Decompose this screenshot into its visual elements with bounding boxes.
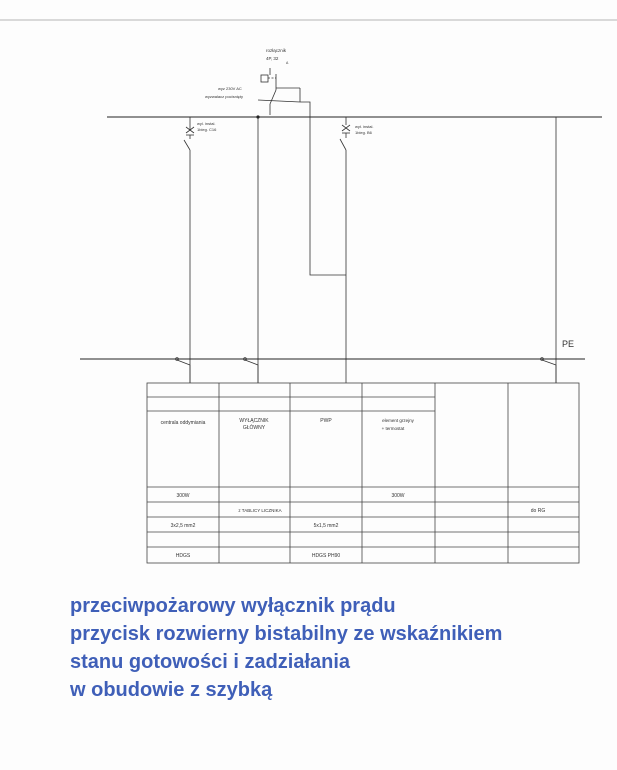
- breaker-left: [184, 117, 194, 383]
- col1-power: 300W: [176, 493, 190, 499]
- col4-power: 300W: [391, 493, 405, 499]
- breaker-right-label-2: 1bieg. B6: [355, 130, 372, 135]
- col2-name-1: WYŁĄCZNIK: [239, 418, 269, 424]
- caption-line-3: stanu gotowości i zadziałania: [70, 651, 351, 673]
- col3-cable: 5x1,5 mm2: [313, 523, 339, 529]
- breaker-left-label-1: wyl. instal.: [197, 121, 216, 126]
- trip-label-2: wyzwalacz pocisnięty: [205, 94, 244, 99]
- trip-label-1: wyz 230V AC: [218, 86, 242, 91]
- caption-line-4: w obudowie z szybką: [70, 679, 273, 701]
- switch-label-2: 4P, 32: [266, 56, 279, 61]
- control-wire: [300, 102, 346, 275]
- col6-dest: do RG: [530, 508, 546, 514]
- caption-line-2: przycisk rozwierny bistabilny ze wskaźnikiem: [70, 623, 503, 645]
- breaker-left-label-2: 1bieg. C16: [197, 127, 217, 132]
- col3-name: PWP: [320, 418, 332, 424]
- caption-line-1: przeciwpożarowy wyłącznik prądu: [70, 595, 396, 617]
- breaker-right: [340, 117, 350, 383]
- col2-name-2: GŁÓWNY: [242, 425, 266, 431]
- col1-name: centrala oddymiania: [160, 420, 206, 426]
- pe-contacts: [176, 358, 556, 383]
- breaker-right-label-1: wył. instal.: [355, 124, 374, 129]
- switch-label-1: rozłącznik: [266, 48, 287, 53]
- col1-cable: 3x2,5 mm2: [170, 523, 196, 529]
- circuit-table: [147, 383, 579, 563]
- main-disconnector: [258, 68, 300, 115]
- col4-name-2: + termostat: [381, 426, 405, 431]
- pe-label: PE: [562, 339, 575, 349]
- switch-label-sub: A: [286, 61, 289, 65]
- col3-type: HDGS PH90: [311, 553, 341, 559]
- col1-type: HDGS: [175, 553, 191, 559]
- junction-dot: [256, 115, 259, 118]
- col2-source: z TABLICY LICZNIKA: [238, 508, 282, 513]
- col4-name-1: element grzejny: [382, 418, 414, 423]
